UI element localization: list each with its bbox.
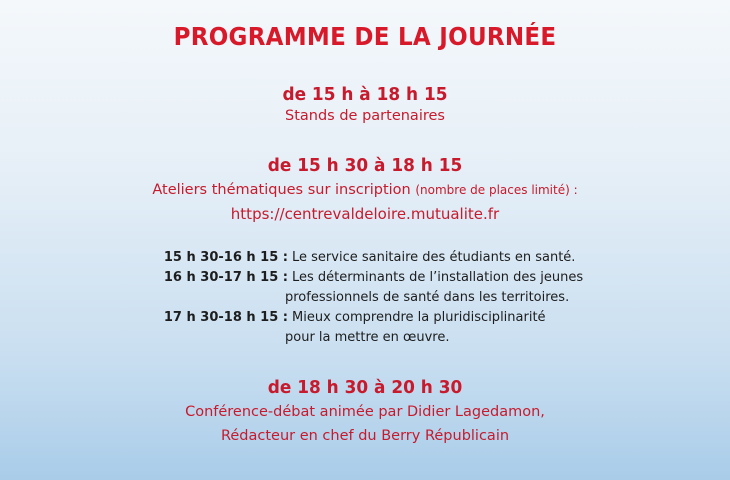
block2-desc [0, 182, 730, 198]
schedule-time: 15 h 30-16 h 15 : [163, 250, 288, 265]
block3-time: de 18 h 30 à 20 h 30 [267, 377, 463, 398]
registration-link[interactable]: https://centrevaldeloire.mutualite.fr [230, 205, 500, 223]
schedule-text: Les déterminants de l’installation des jeunes [292, 270, 584, 285]
block2-desc-main: Ateliers thématiques sur inscription [152, 182, 411, 198]
schedule-row-continuation [0, 290, 730, 310]
block2-time: de 15 h 30 à 18 h 15 [267, 155, 463, 176]
block1-desc: Stands de partenaires [285, 108, 445, 124]
schedule-text: Mieux comprendre la pluridisciplinarité [292, 310, 546, 325]
schedule-text: pour la mettre en œuvre. [285, 330, 450, 345]
schedule-row-continuation [0, 330, 730, 350]
block1-time: de 15 h à 18 h 15 [282, 84, 448, 105]
block3-line2: Rédacteur en chef du Berry Républicain [220, 428, 510, 444]
schedule-text: professionnels de santé dans les territoires. [285, 290, 570, 305]
schedule-time: 16 h 30-17 h 15 : [163, 270, 288, 285]
schedule-time: 17 h 30-18 h 15 : [163, 310, 288, 325]
schedule-text: Le service sanitaire des étudiants en santé. [292, 250, 576, 265]
schedule-row [0, 270, 730, 290]
schedule-row [0, 250, 730, 270]
workshop-schedule [0, 250, 730, 350]
page-title: PROGRAMME DE LA JOURNÉE [173, 22, 557, 51]
block2-desc-small: (nombre de places limité) : [415, 183, 578, 197]
block3-line1: Conférence-débat animée par Didier Lagedamon, [185, 404, 545, 420]
schedule-row [0, 310, 730, 330]
